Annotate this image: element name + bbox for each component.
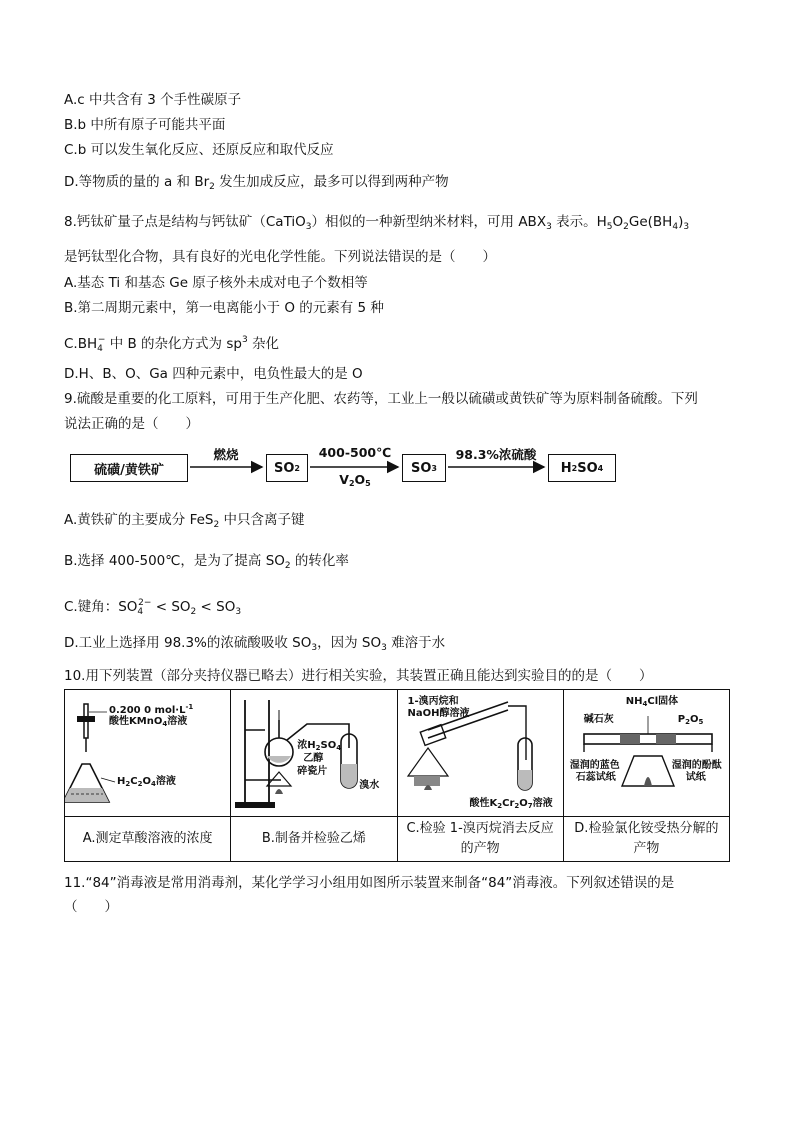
q9-option-b: B.选择 400-500℃，是为了提高 $SO_2$ 的转化率: [64, 553, 349, 571]
q10-stem: 10.用下列装置（部分夹持仪器已略去）进行相关实验，其装置正确且能达到实验目的的是（ ）: [64, 668, 653, 684]
caption-a: A.测定草酸溶液的浓度: [65, 817, 231, 862]
flow-box-h2so4: H 2 SO 4: [548, 454, 616, 482]
flow-box-so2: SO 2: [266, 454, 308, 482]
q8-option-a: A.基态 Ti 和基态 Ge 原子核外未成对电子个数相等: [64, 275, 368, 291]
label-soda-lime: 碱石灰: [583, 714, 614, 725]
q8-option-c: $C.BH_4^-$ 中 B 的杂化方式为 $sp^3$ 杂化: [64, 335, 279, 354]
sulfuric-acid-process-flow: [70, 445, 630, 496]
apparatus-a-titration: [65, 690, 231, 817]
caption-b: B.制备并检验乙烯: [231, 817, 397, 862]
q9-stem-line1: 9.硫酸是重要的化工原料，可用于生产化肥、农药等，工业上一般以硫磺或黄铁矿等为原料制备硫酸。下列: [64, 391, 698, 407]
q11-stem-line1: 11.“84”消毒液是常用消毒剂，某化学学习小组用如图所示装置来制备“84”消毒液。下列叙述错误的是: [64, 875, 675, 891]
q9-option-d: D.工业上选择用 98.3%的浓硫酸吸收 $SO_3$，因为 $SO_3$ 难溶于水: [64, 635, 446, 653]
flow-label-absorbent: 98.3%浓硫酸: [455, 447, 537, 462]
q8-stem-line2: 是钙钛型化合物，具有良好的光电化学性能。下列说法错误的是（ ）: [64, 249, 496, 265]
q7-option-a: A.c 中共含有 3 个手性碳原子: [64, 92, 242, 108]
apparatus-b-ethylene: [231, 690, 397, 817]
q8-stem-line1: 8.钙钛矿量子点是结构与钙钛矿（CaTiO$_3$）相似的一种新型纳米材料，可用 $ABX_3$ 表示。$H_5O_2Ge(BH_4)_3$: [64, 214, 690, 232]
label-blue-litmus-2: 石蕊试纸: [575, 772, 616, 783]
label-ethanol: 乙醇: [303, 753, 324, 764]
q9-stem-line2: 说法正确的是（ ）: [64, 416, 199, 432]
q8-option-d: D.H、B、O、Ga 四种元素中，电负性最大的是 O: [64, 366, 363, 382]
flow-box-raw-material: 硫磺/黄铁矿: [70, 454, 188, 482]
q10-apparatus-table: [64, 689, 730, 862]
apparatus-c-elimination: [397, 690, 563, 817]
label-naoh-alcohol: NaOH醇溶液: [407, 708, 470, 719]
label-conc-sulfuric-acid: 浓$H_2SO_4$: [297, 740, 342, 752]
label-blue-litmus-1: 湿润的蓝色: [569, 760, 620, 771]
label-porcelain-chips: 碎瓷片: [297, 766, 328, 777]
label-ammonium-chloride: $NH_4Cl$固体: [625, 696, 679, 708]
apparatus-d-decomposition: [563, 690, 729, 817]
caption-c: C.检验 1-溴丙烷消去反应 的产物: [397, 817, 563, 862]
label-kmno4-solution: 酸性KMnO$_4$溶液: [109, 716, 188, 728]
flow-label-catalyst: $V_2O_5$: [339, 472, 371, 488]
q9-option-c: C.键角：$SO_4^{2-} < SO_2 < SO_3$: [64, 598, 242, 617]
q8-option-b: B.第二周期元素中，第一电离能小于 O 的元素有 5 种: [64, 300, 384, 316]
label-bromine-water: 溴水: [359, 780, 380, 791]
label-p2o5: $P_2O_5$: [677, 714, 704, 726]
q9-option-a: A.黄铁矿的主要成分 FeS$_2$ 中只含离子键: [64, 512, 305, 530]
label-phenolphthalein-1: 湿润的酚酞: [671, 760, 722, 771]
label-bromopropane: 1-溴丙烷和: [407, 696, 459, 707]
label-phenolphthalein-2: 试纸: [685, 772, 706, 783]
q11-stem-line2: （ ）: [64, 899, 118, 915]
flow-box-so3: SO 3: [402, 454, 446, 482]
q7-option-c: C.b 可以发生氧化反应、还原反应和取代反应: [64, 142, 334, 158]
flow-label-burn: 燃烧: [213, 447, 239, 462]
label-kmno4-concentration: 0.200 0 $mol\cdot L^{-1}$: [109, 703, 194, 716]
label-dichromate-solution: 酸性$K_2Cr_2O_7$溶液: [469, 798, 553, 810]
caption-d: D.检验氯化铵受热分解的 产物: [563, 817, 729, 862]
label-oxalic-acid-solution: $H_2C_2O_4$溶液: [117, 776, 176, 788]
flow-label-temperature: 400-500℃: [318, 445, 392, 460]
q7-option-d: D.等物质的量的 a 和 $Br_2$ 发生加成反应，最多可以得到两种产物: [64, 174, 449, 192]
q7-option-b: B.b 中所有原子可能共平面: [64, 117, 226, 133]
